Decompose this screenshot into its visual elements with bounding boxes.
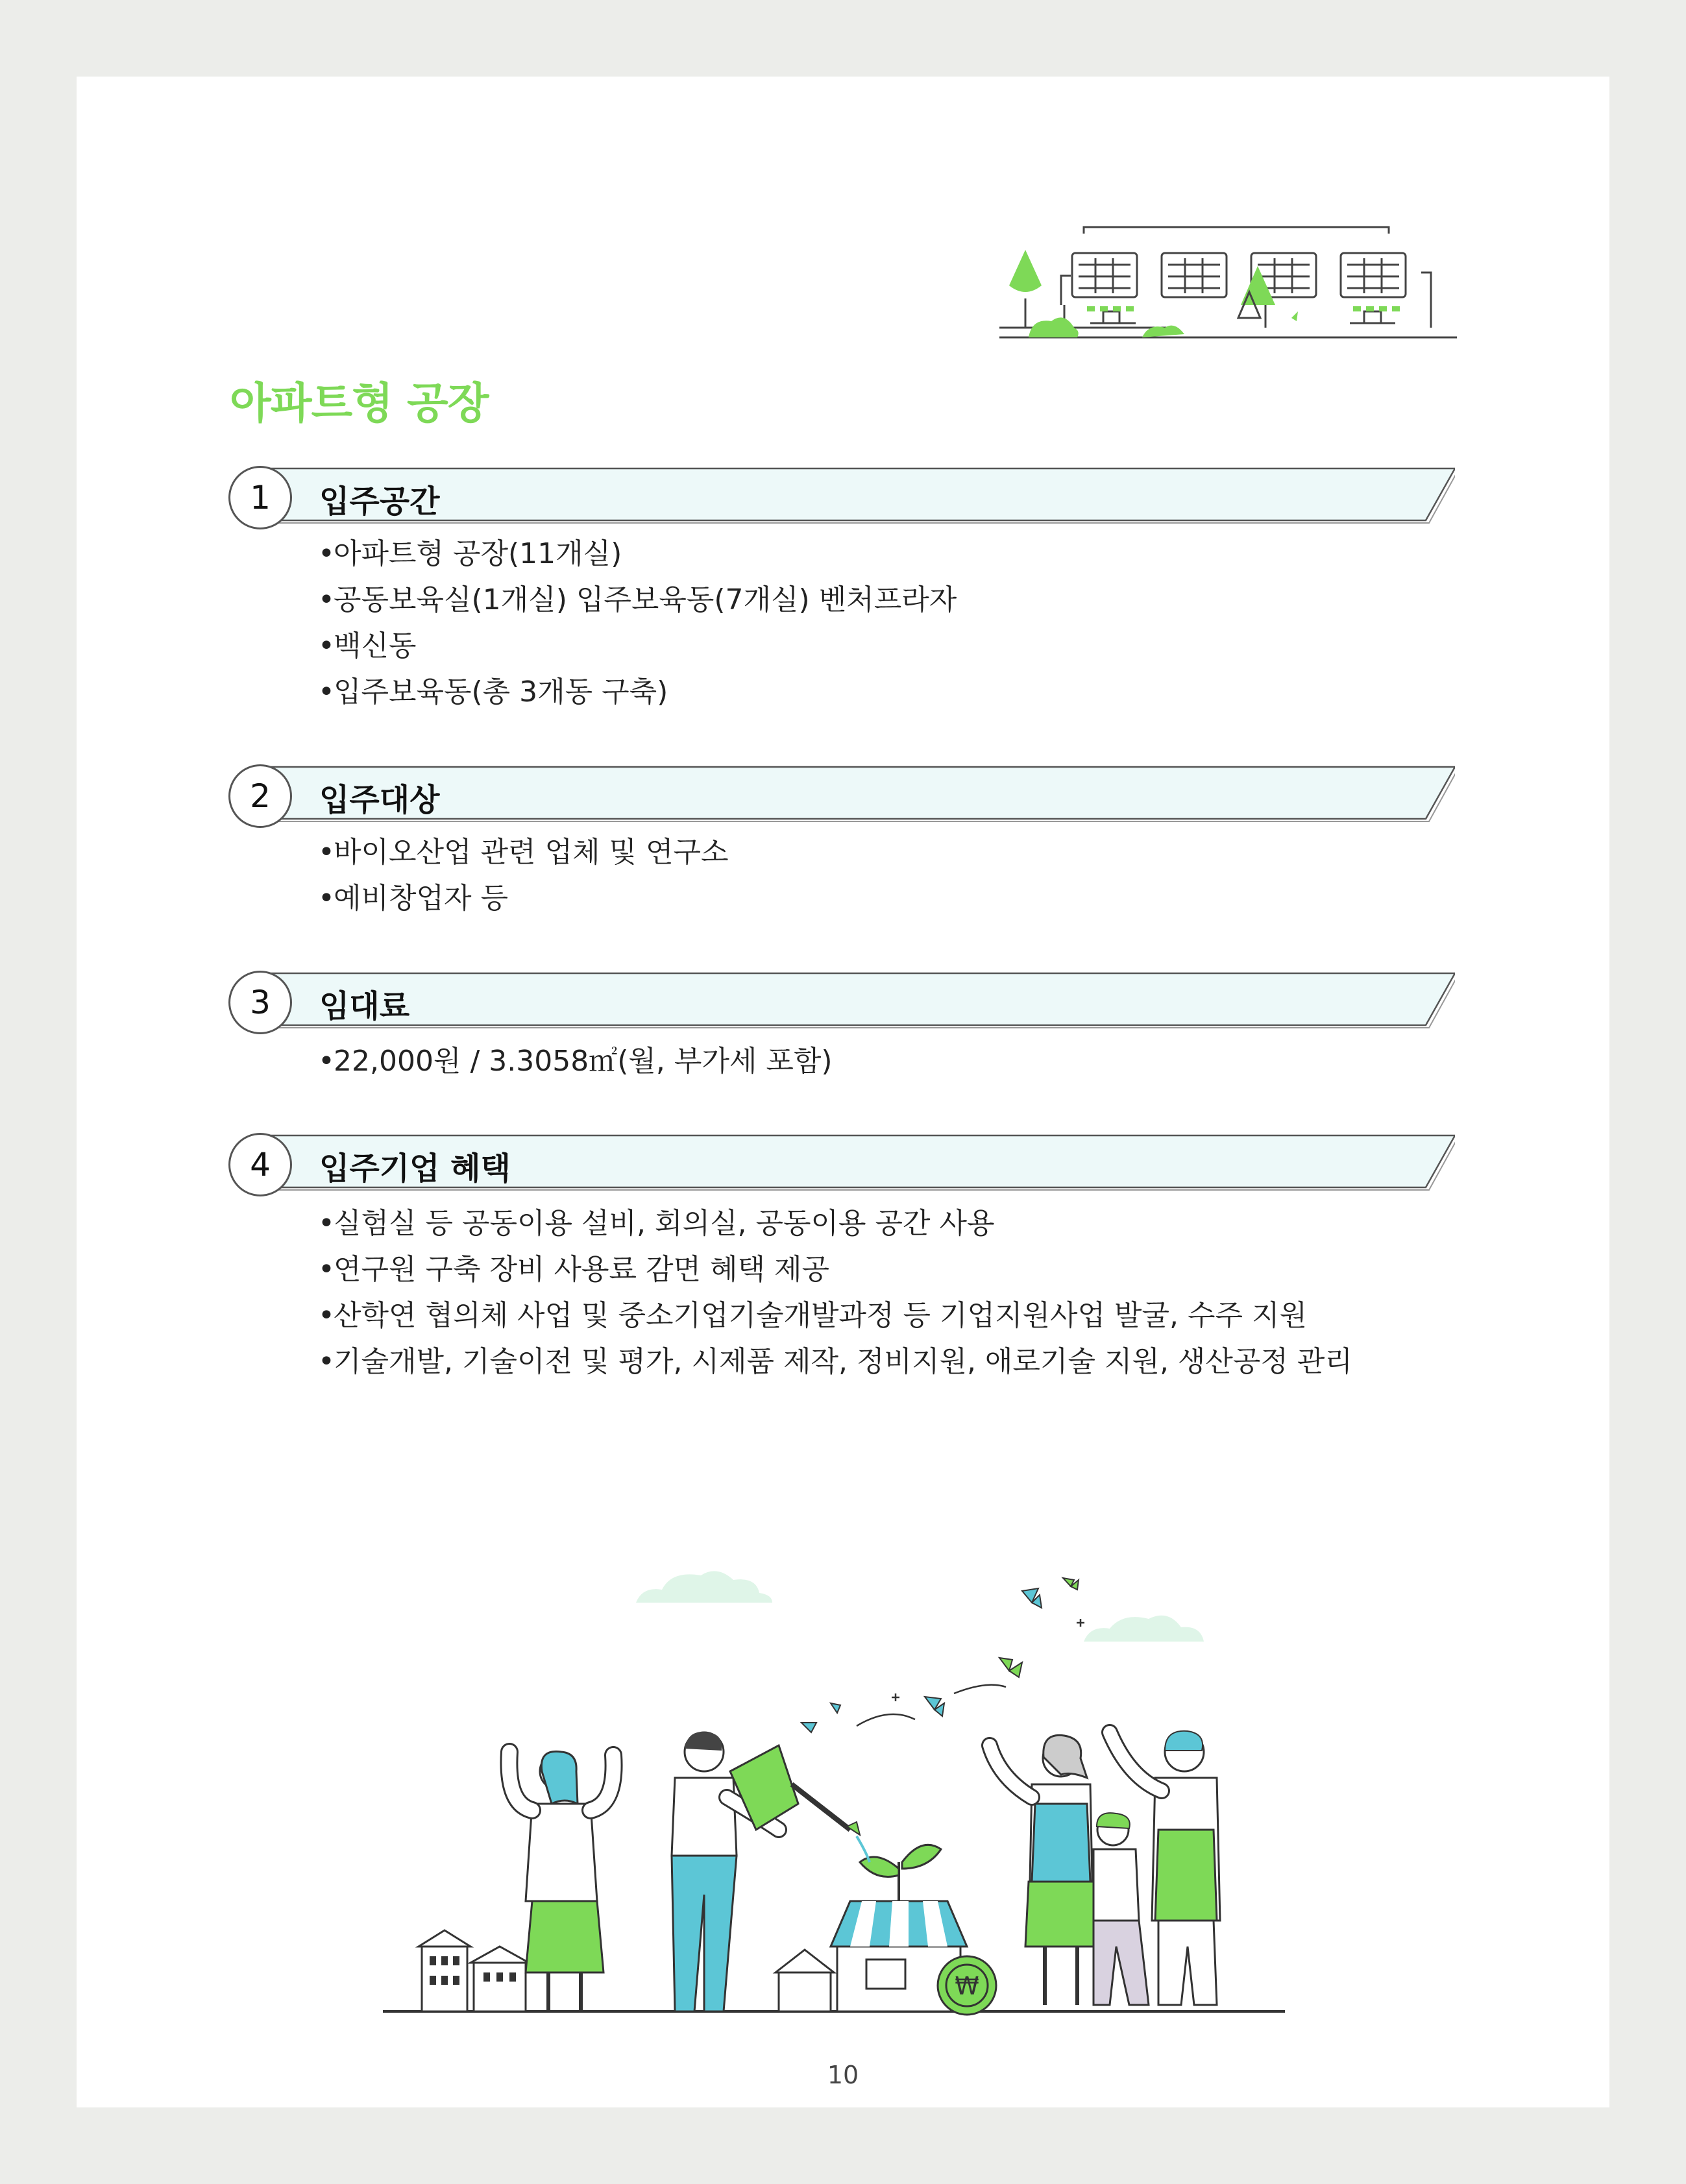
list-item: •22,000원 / 3.3058㎡(월, 부가세 포함) bbox=[318, 1045, 833, 1078]
page-title: 아파트형 공장 bbox=[230, 378, 489, 428]
section-2-header bbox=[228, 762, 1455, 833]
list-item: •산학연 협의체 사업 및 중소기업기술개발과정 등 기업지원사업 발굴, 수주 지원 bbox=[318, 1299, 1307, 1332]
section-bar bbox=[228, 968, 1455, 1039]
list-item: •예비창업자 등 bbox=[318, 882, 509, 915]
list-item: •공동보육실(1개실) 입주보육동(7개실) 벤처프라자 bbox=[318, 583, 957, 616]
list-item: •입주보육동(총 3개동 구축) bbox=[318, 675, 668, 709]
section-title: 입주공간 bbox=[319, 483, 440, 520]
section-3-header bbox=[228, 968, 1455, 1039]
section-title: 입주기업 혜택 bbox=[319, 1150, 511, 1187]
building-illustration bbox=[999, 214, 1467, 363]
section-1-header bbox=[228, 463, 1455, 535]
section-1-list bbox=[318, 531, 957, 715]
svg-text:₩: ₩ bbox=[955, 1972, 979, 2000]
section-number: 2 bbox=[228, 764, 292, 828]
list-item: •기술개발, 기술이전 및 평가, 시제품 제작, 정비지원, 애로기술 지원, 생산공정 관리 bbox=[318, 1345, 1352, 1378]
section-number: 3 bbox=[228, 971, 292, 1034]
section-title: 임대료 bbox=[319, 988, 410, 1025]
section-2-list bbox=[318, 829, 729, 921]
section-3-list bbox=[318, 1038, 833, 1084]
list-item: •연구원 구축 장비 사용료 감면 혜택 제공 bbox=[318, 1253, 829, 1286]
list-item: •바이오산업 관련 업체 및 연구소 bbox=[318, 836, 729, 869]
section-4-header bbox=[228, 1130, 1455, 1202]
community-growth-illustration bbox=[383, 1557, 1291, 2024]
section-number: 4 bbox=[228, 1133, 292, 1196]
list-item: •백신동 bbox=[318, 629, 417, 662]
section-4-list bbox=[318, 1200, 1352, 1385]
section-number: 1 bbox=[228, 466, 292, 529]
page-number: 10 bbox=[827, 2061, 859, 2089]
list-item: •아파트형 공장(11개실) bbox=[318, 537, 622, 570]
list-item: •실험실 등 공동이용 설비, 회의실, 공동이용 공간 사용 bbox=[318, 1207, 995, 1240]
section-title: 입주대상 bbox=[319, 782, 440, 818]
